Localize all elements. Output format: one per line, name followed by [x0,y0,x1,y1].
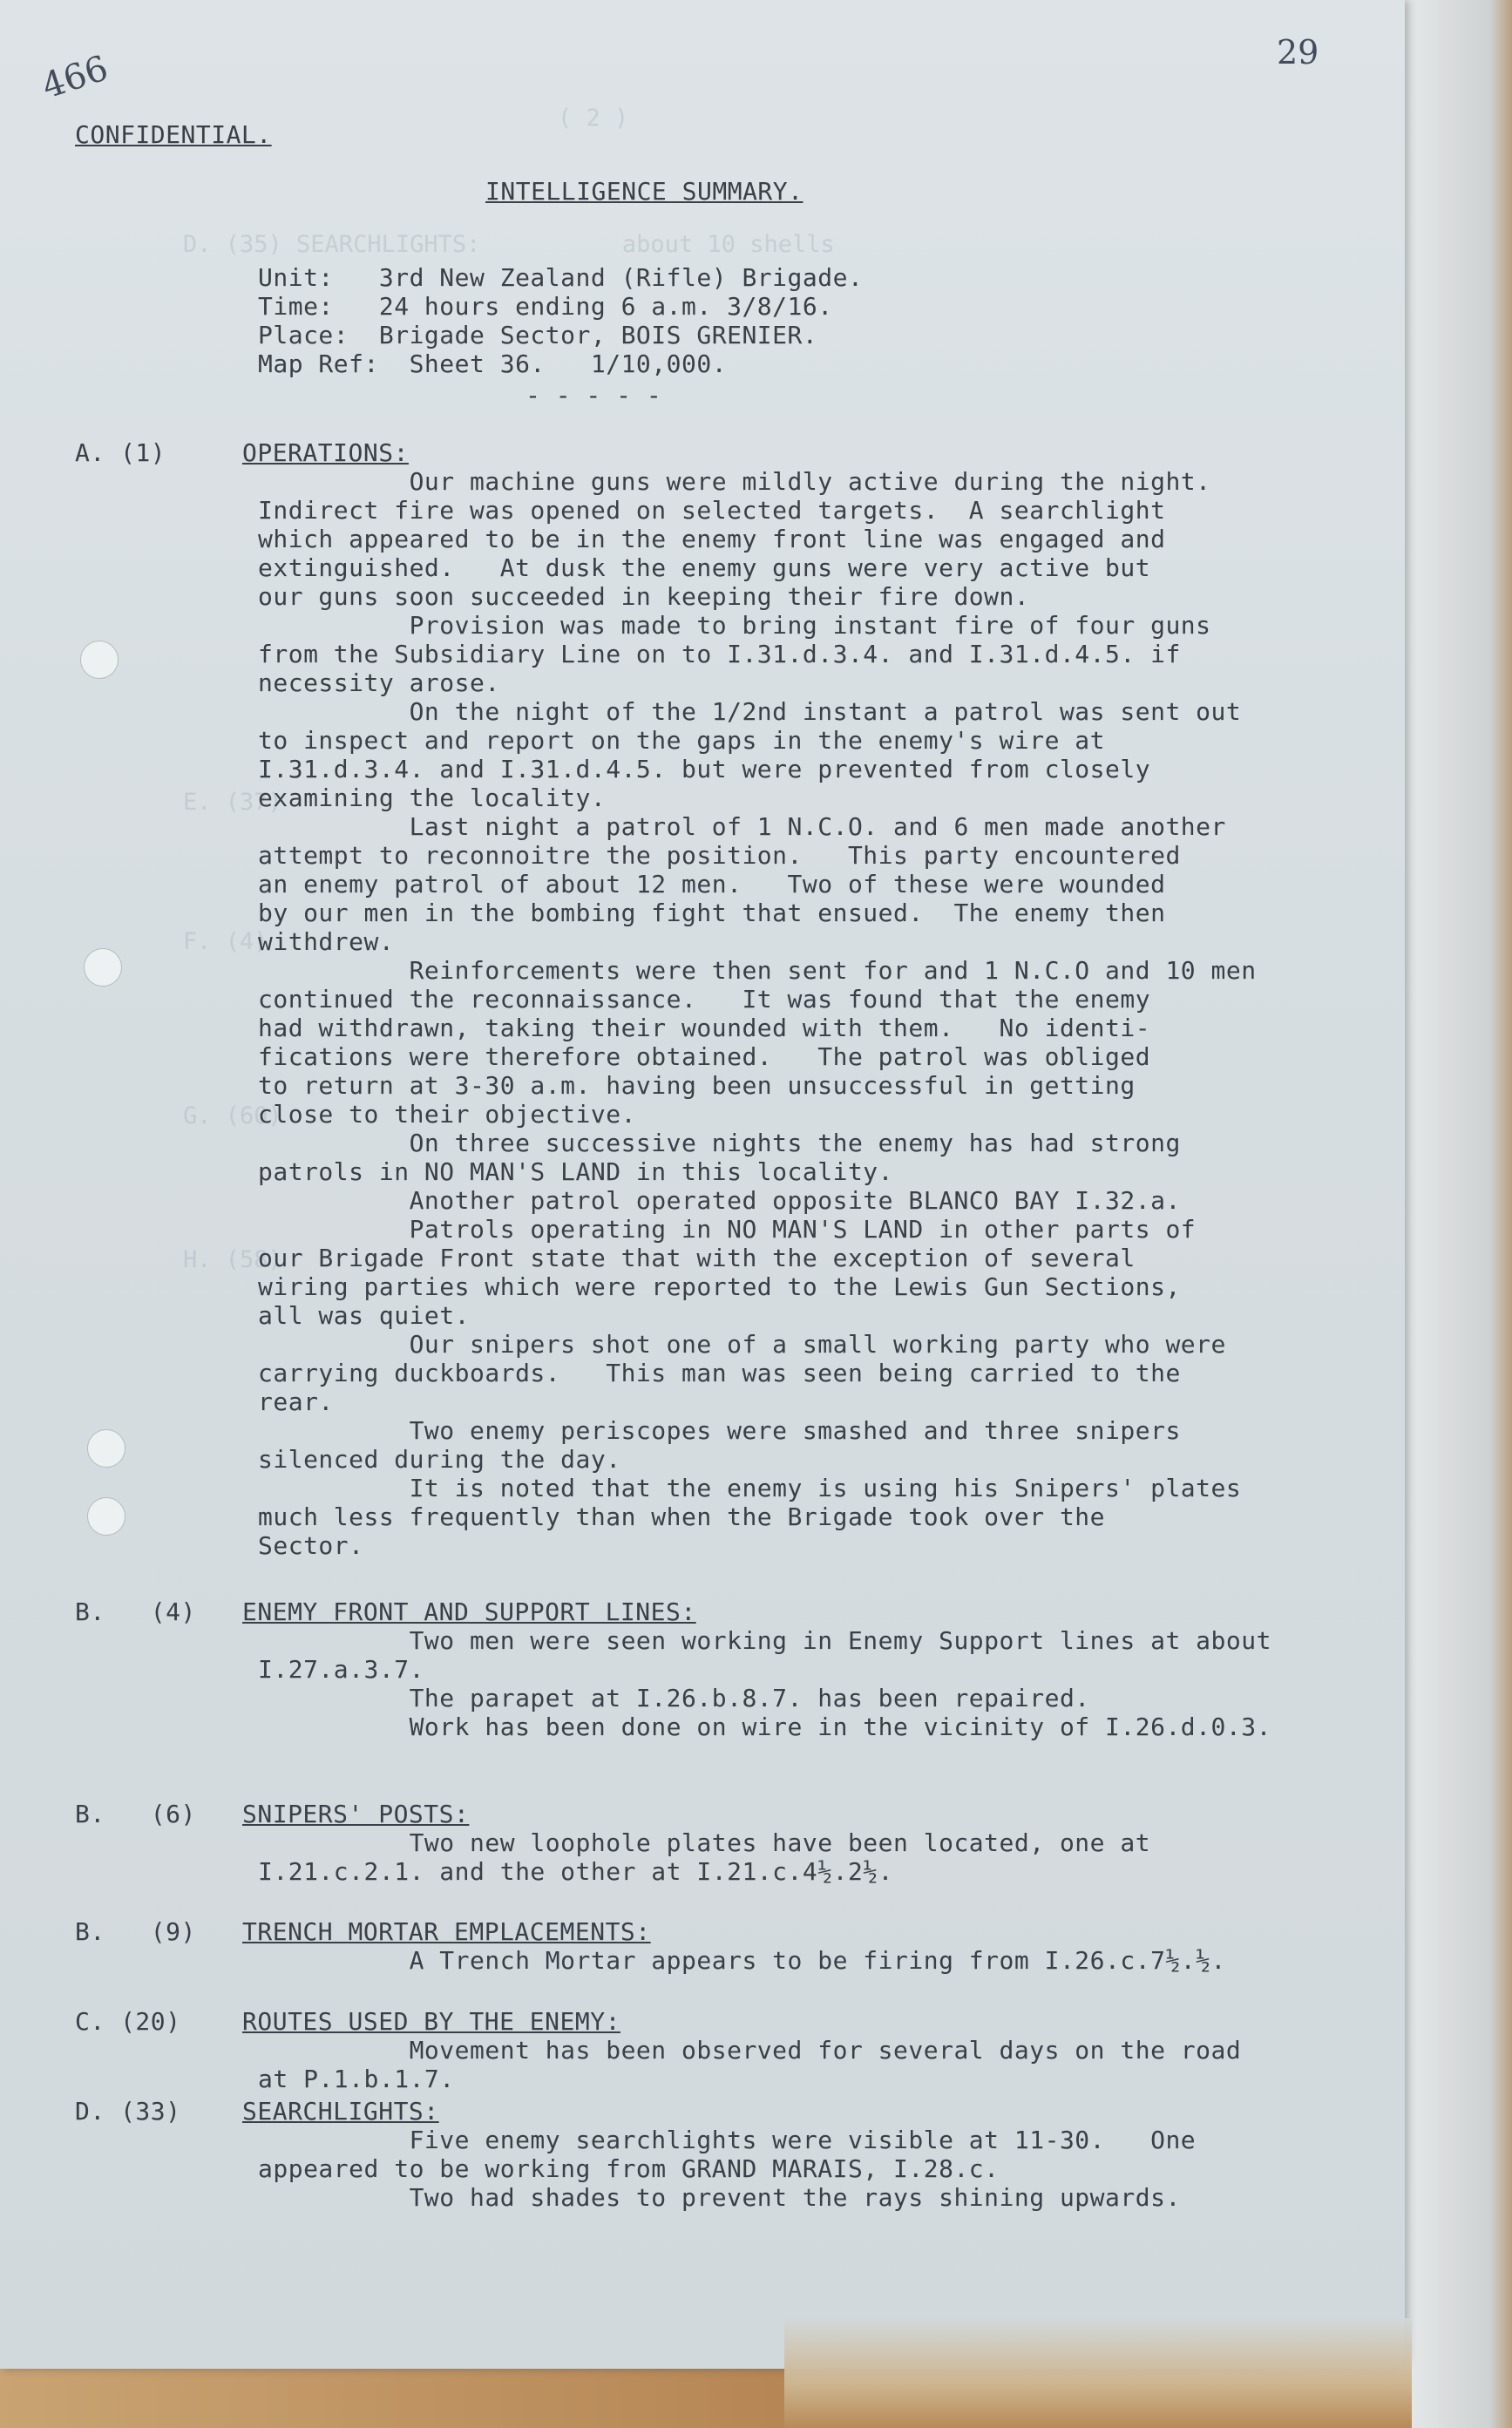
punch-hole [80,641,119,679]
body-line: extinguished. At dusk the enemy guns were very active but [258,553,1151,582]
page-corner [784,2318,1412,2428]
body-line: On three successive nights the enemy has had strong [258,1129,1181,1157]
section-label: B. (9) [75,1917,196,1946]
body-line: close to their objective. [258,1100,636,1129]
body-line: It is noted that the enemy is using his Snipers' plates [258,1474,1242,1502]
body-line: Provision was made to bring instant fire of four guns [258,611,1211,640]
body-line: silenced during the day. [258,1445,621,1474]
pencil-folio-number: 466 [37,48,113,107]
section-heading: ENEMY FRONT AND SUPPORT LINES: [242,1597,696,1626]
underlying-sheet-2 [1438,0,1512,2428]
section-label: B. (4) [75,1597,196,1626]
body-line: our guns soon succeeded in keeping their fire down. [258,582,1030,611]
body-line: continued the reconnaissance. It was found that the enemy [258,985,1151,1014]
body-line: had withdrawn, taking their wounded with them. No identi- [258,1014,1151,1042]
body-line: from the Subsidiary Line on to I.31.d.3.4. and I.31.d.4.5. if [258,640,1181,668]
body-line: to inspect and report on the gaps in the enemy's wire at [258,726,1106,755]
body-line: Sector. [258,1531,364,1560]
body-line: Another patrol operated opposite BLANCO BAY I.32.a. [258,1186,1181,1215]
section-heading: TRENCH MORTAR EMPLACEMENTS: [242,1917,651,1946]
section-heading: OPERATIONS: [242,438,409,467]
section-heading: SNIPERS' POSTS: [242,1800,470,1828]
body-line: Movement has been observed for several days on the road [258,2036,1242,2065]
body-line: Indirect fire was opened on selected targets. A searchlight [258,496,1166,525]
body-line: attempt to reconnoitre the position. This party encountered [258,841,1181,870]
body-line: Five enemy searchlights were visible at 11-30. One [258,2126,1197,2154]
body-line: an enemy patrol of about 12 men. Two of these were wounded [258,870,1166,899]
classification: CONFIDENTIAL. [75,120,272,149]
body-line: Patrols operating in NO MAN'S LAND in other parts of [258,1215,1197,1244]
page-number: 29 [1277,33,1319,71]
body-line: Two enemy periscopes were smashed and three snipers [258,1416,1181,1445]
body-line: Last night a patrol of 1 N.C.O. and 6 men made another [258,812,1226,841]
section-heading: SEARCHLIGHTS: [242,2097,439,2126]
body-line: which appeared to be in the enemy front line was engaged and [258,525,1166,553]
section-label: C. (20) [75,2007,181,2036]
document-title: INTELLIGENCE SUMMARY. [485,177,803,206]
body-line: fications were therefore obtained. The patrol was obliged [258,1042,1151,1071]
body-line: Our snipers shot one of a small working party who were [258,1330,1226,1359]
body-line: Two had shades to prevent the rays shining upwards. [258,2183,1181,2212]
body-line: I.21.c.2.1. and the other at I.21.c.4½.2½. [258,1857,894,1886]
unit-line: Unit: 3rd New Zealand (Rifle) Brigade. [258,263,864,292]
body-line: by our men in the bombing fight that ensued. The enemy then [258,899,1166,927]
body-line: wiring parties which were reported to the Lewis Gun Sections, [258,1272,1181,1301]
section-label: D. (33) [75,2097,181,2126]
punch-hole [87,1497,125,1536]
document-page: ( 2 ) D. (35) SEARCHLIGHTS: about 10 shells E. (37) F. (4) G. (60) H. (58) 466 29 CONFIDENTIAL. INTELLIGENCE SUMMARY. Unit: 3rd New Zealand (Rifle) Brigade. Time: 24 hours ending 6 a.m. 3/8/16. Place: Brigade Sector, BOIS GRENIER. Map Ref: Sheet 36. 1/10,000. - - - - - A. (1) OPERATIONS: Our machine guns were mildly active during the night. Indirect fire was opened on selected targets. A searchlight which appeared to be in the enemy front line was engaged and extinguished. At dusk the enemy guns were very active but our guns soon succeeded in keeping their fire down. Provision was made to bring instant fire of four guns from the Subsidiary Line on to I.31.d.3.4. and I.31.d.4.5. if necessity arose. On the night of the 1/2nd instant a patrol was sent out to inspect and report on the gaps in the enemy's wire at I.31.d.3.4. and I.31.d.4.5. but were prevented from closely examining the locality. Last night a patrol of 1 N.C.O. and 6 men made another attempt to reconnoitre the position. This party encountered an enemy patrol of about 12 men. Two of these were wounded by our men in the bombing fight that ensued. The enemy then withdrew. Reinforcements were then sent for and 1 N.C.O and 10 men continued the reconnaissance. It was found that the enemy had withdrawn, taking their wounded with them. No identi- fications were therefore obtained. The patrol was obliged to return at 3-30 a.m. having been unsuccessful in getting close to their objective. On three successive nights the enemy has had strong patrols in NO MAN'S LAND in this locality. Another patrol operated opposite BLANCO BAY I.32.a. Patrols operating in NO MAN'S LAND in other parts of our Brigade Front state that with the exception of several wiring parties which were reported to the Lewis Gun Sections, all was quiet. Our snipers shot one of a small working party who were carrying duckboards. This man was seen being carried to the rear. Two enemy periscopes were smashed and three snipers silenced during the day. It is noted that the enemy is using his Snipers' plates much less frequently than when the Brigade took over the Sector. B. (4) ENEMY FRONT AND SUPPORT LINES: Two men were seen working in Enemy Support lines at about I.27.a.3.7. The parapet at I.26.b.8.7. has been repaired. Work has been done on wire in the vicinity of I.26.d.0.3. B. (6) SNIPERS' POSTS: Two new loophole plates have been located, one at I.21.c.2.1. and the other at I.21.c.4½.2½. B. (9) TRENCH MORTAR EMPLACEMENTS: A Trench Mortar appears to be firing from I.26.c.7½.½. C. (20) ROUTES USED BY THE ENEMY: Movement has been observed for several days on the road at P.1.b.1.7. D. (33) SEARCHLIGHTS: Five enemy searchlights were visible at 11-30. One appeared to be working from GRAND MARAIS, I.28.c. Two had shades to prevent the rays shining upwards. [0,0,1405,2369]
place-line: Place: Brigade Sector, BOIS GRENIER. [258,321,818,349]
section-label: B. (6) [75,1800,196,1828]
body-line: I.31.d.3.4. and I.31.d.4.5. but were prevented from closely [258,755,1151,783]
body-line: carrying duckboards. This man was seen being carried to the [258,1359,1181,1387]
body-line: necessity arose. [258,668,500,697]
body-line: appeared to be working from GRAND MARAIS, I.28.c. [258,2154,1000,2183]
punch-hole [87,1429,125,1468]
body-line: I.27.a.3.7. [258,1655,424,1684]
body-line: rear. [258,1387,334,1416]
body-line: at P.1.b.1.7. [258,2065,455,2093]
body-line: withdrew. [258,927,395,956]
body-line: The parapet at I.26.b.8.7. has been repaired. [258,1684,1090,1712]
body-line: to return at 3-30 a.m. having been unsuccessful in getting [258,1071,1136,1100]
body-line: much less frequently than when the Brigade took over the [258,1502,1106,1531]
header-divider: - - - - - [525,381,662,410]
body-line: our Brigade Front state that with the exception of several [258,1244,1136,1272]
body-line: Two new loophole plates have been located, one at [258,1828,1151,1857]
body-line: On the night of the 1/2nd instant a patrol was sent out [258,697,1242,726]
map-ref-line: Map Ref: Sheet 36. 1/10,000. [258,349,728,378]
body-line: Work has been done on wire in the vicinity of I.26.d.0.3. [258,1712,1271,1741]
punch-hole [84,948,122,987]
time-line: Time: 24 hours ending 6 a.m. 3/8/16. [258,292,833,321]
body-line: Reinforcements were then sent for and 1 N.C.O and 10 men [258,956,1257,985]
body-line: Two men were seen working in Enemy Support lines at about [258,1626,1271,1655]
section-label: A. (1) [75,438,166,467]
body-line: patrols in NO MAN'S LAND in this locality. [258,1157,894,1186]
body-line: examining the locality. [258,783,607,812]
body-line: all was quiet. [258,1301,471,1330]
body-line: Our machine guns were mildly active during the night. [258,467,1211,496]
section-heading: ROUTES USED BY THE ENEMY: [242,2007,620,2036]
body-line: A Trench Mortar appears to be firing from I.26.c.7½.½. [258,1946,1226,1975]
